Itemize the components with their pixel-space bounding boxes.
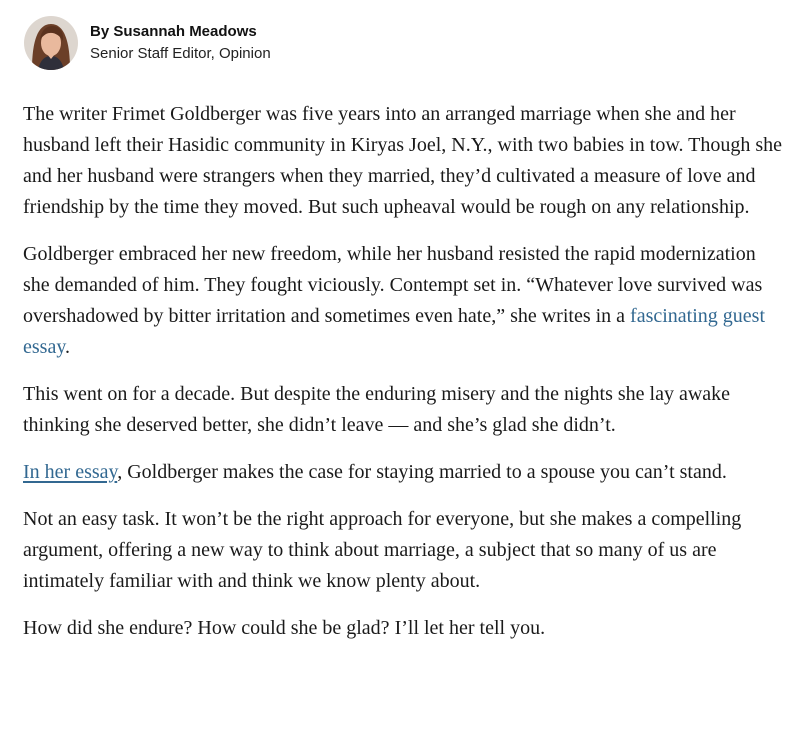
paragraph: Not an easy task. It won’t be the right approach for everyone, but she makes a compelling argument, offering a new way to think about marriage, a subject that so many of us are intimately familiar with and think we know plenty about. [23, 508, 742, 592]
guest-essay-link[interactable]: fascinating guest essay [23, 305, 766, 358]
paragraph [23, 239, 783, 363]
essay-link[interactable]: In her essay [23, 461, 118, 483]
paragraph: The writer Frimet Goldberger was five years into an arranged marriage when she and her husband left their Hasidic community in Kiryas Joel, N.Y., with two babies in tow. Though she and her husband were strangers when they married, they’d cultivated a measure of love and friendship by the time they moved. But such upheaval would be rough on any relationship. [23, 103, 782, 218]
paragraph: How did she endure? How could she be glad? I’ll let her tell you. [23, 617, 546, 639]
article-body [23, 99, 783, 660]
paragraph-text: . [65, 336, 71, 358]
author-avatar [24, 16, 78, 70]
author-title: Senior Staff Editor, Opinion [90, 45, 271, 62]
author-byline [24, 16, 271, 70]
paragraph: This went on for a decade. But despite the enduring misery and the nights she lay awake thinking she deserved better, she didn’t leave — and she’s glad she didn’t. [23, 383, 731, 436]
paragraph-text: Goldberger embraced her new freedom, while her husband resisted the rapid modernization she demanded of him. They fought viciously. Contempt set in. “Whatever love survived was overshadowed by bitter irritation and sometimes even hate,” she writes in a [23, 243, 763, 327]
paragraph-text: , Goldberger makes the case for staying married to a spouse you can’t stand. [117, 461, 727, 483]
author-name: By Susannah Meadows [90, 23, 257, 40]
paragraph [23, 457, 783, 488]
